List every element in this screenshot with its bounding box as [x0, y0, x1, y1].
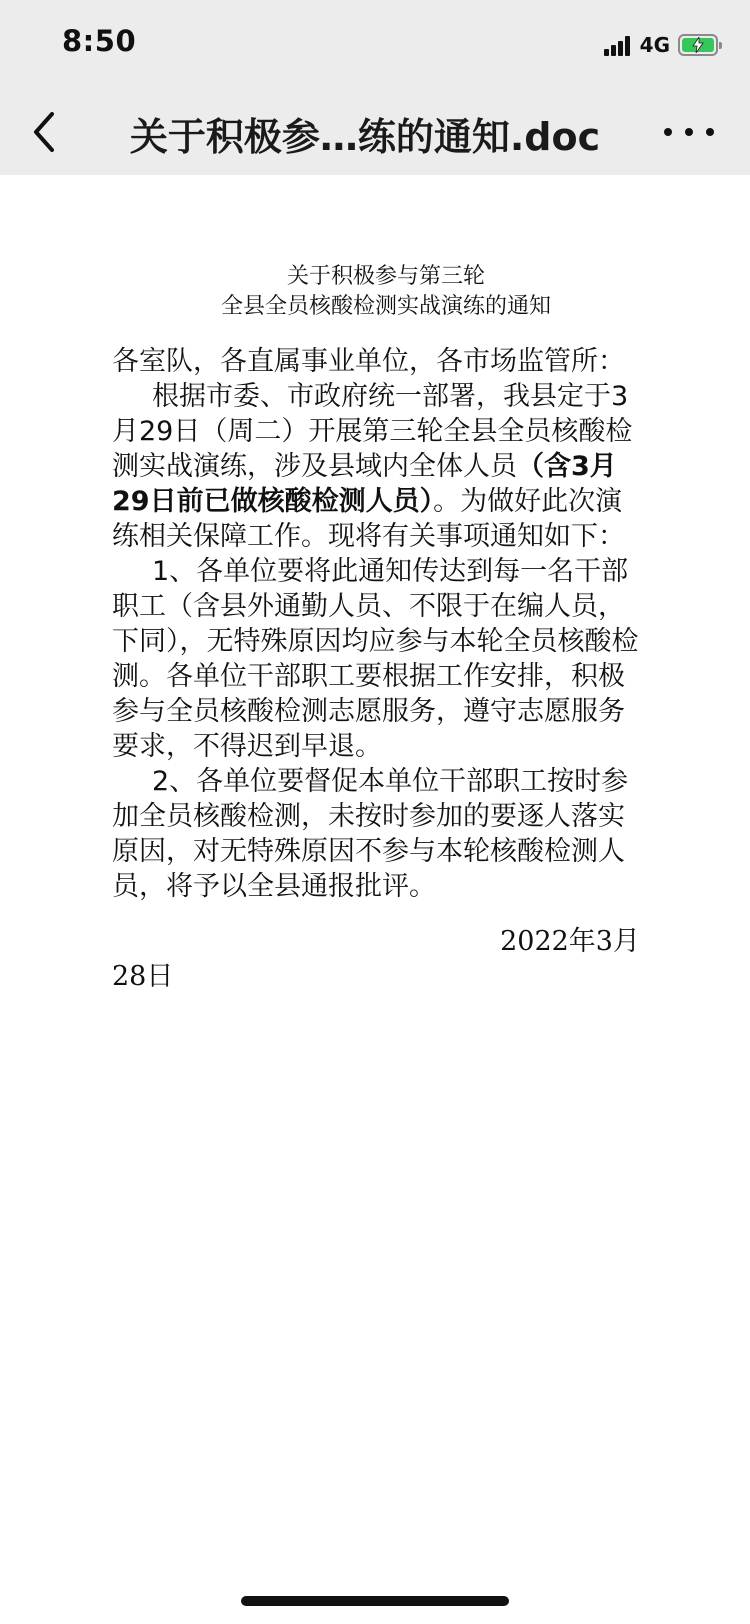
cellular-signal-icon — [604, 34, 632, 56]
back-button[interactable] — [28, 108, 68, 156]
notice-item-2: 2、各单位要督促本单位干部职工按时参加全员核酸检测，未按时参加的要逐人落实原因，对无特殊原因不参与本轮核酸检测人员，将予以全县通报批评。 — [112, 766, 629, 902]
paragraph-intro-bold: （含3月29日前已做核酸检测人员） — [112, 451, 617, 517]
notice-heading-line2: 全县全员核酸检测实战演练的通知 — [220, 294, 551, 319]
document-content — [112, 262, 640, 994]
paragraph-intro-text-a: 根据市委、市政府统一部署，我县定于3月29日（周二）开展第三轮全县全员核酸检测实战演练，涉及县域内全体人员 — [112, 381, 633, 482]
notice-body — [112, 344, 640, 994]
battery-charging-icon — [678, 34, 718, 56]
network-type-label: 4G — [639, 33, 670, 57]
notice-date-line1: 2022年3月 — [500, 926, 640, 957]
paragraph-intro — [112, 379, 640, 554]
status-time: 8:50 — [62, 24, 137, 58]
ellipsis-icon — [664, 128, 672, 136]
top-bar — [0, 0, 750, 175]
chevron-left-icon — [28, 108, 68, 156]
document-title: 关于积极参…练的通知.doc — [129, 115, 601, 159]
status-indicators — [604, 31, 718, 59]
salutation: 各室队，各直属事业单位，各市场监管所： — [112, 346, 625, 377]
notice-heading-line1: 关于积极参与第三轮 — [286, 264, 485, 289]
paragraph-intro-text-b: 。为做好此次演练相关保障工作。现将有关事项通知如下： — [112, 486, 625, 552]
home-indicator[interactable] — [241, 1596, 509, 1606]
notice-item-1: 1、各单位要将此通知传达到每一名干部职工（含县外通勤人员、不限于在编人员，下同），无特殊原因均应参与本轮全员核酸检测。各单位干部职工要根据工作安排，积极参与全员核酸检测志愿服务，遵守志愿服务要求，不得迟到早退。 — [112, 556, 639, 762]
more-options-button[interactable] — [664, 124, 714, 140]
notice-heading — [132, 262, 640, 322]
notice-date-line2: 28日 — [112, 961, 174, 992]
